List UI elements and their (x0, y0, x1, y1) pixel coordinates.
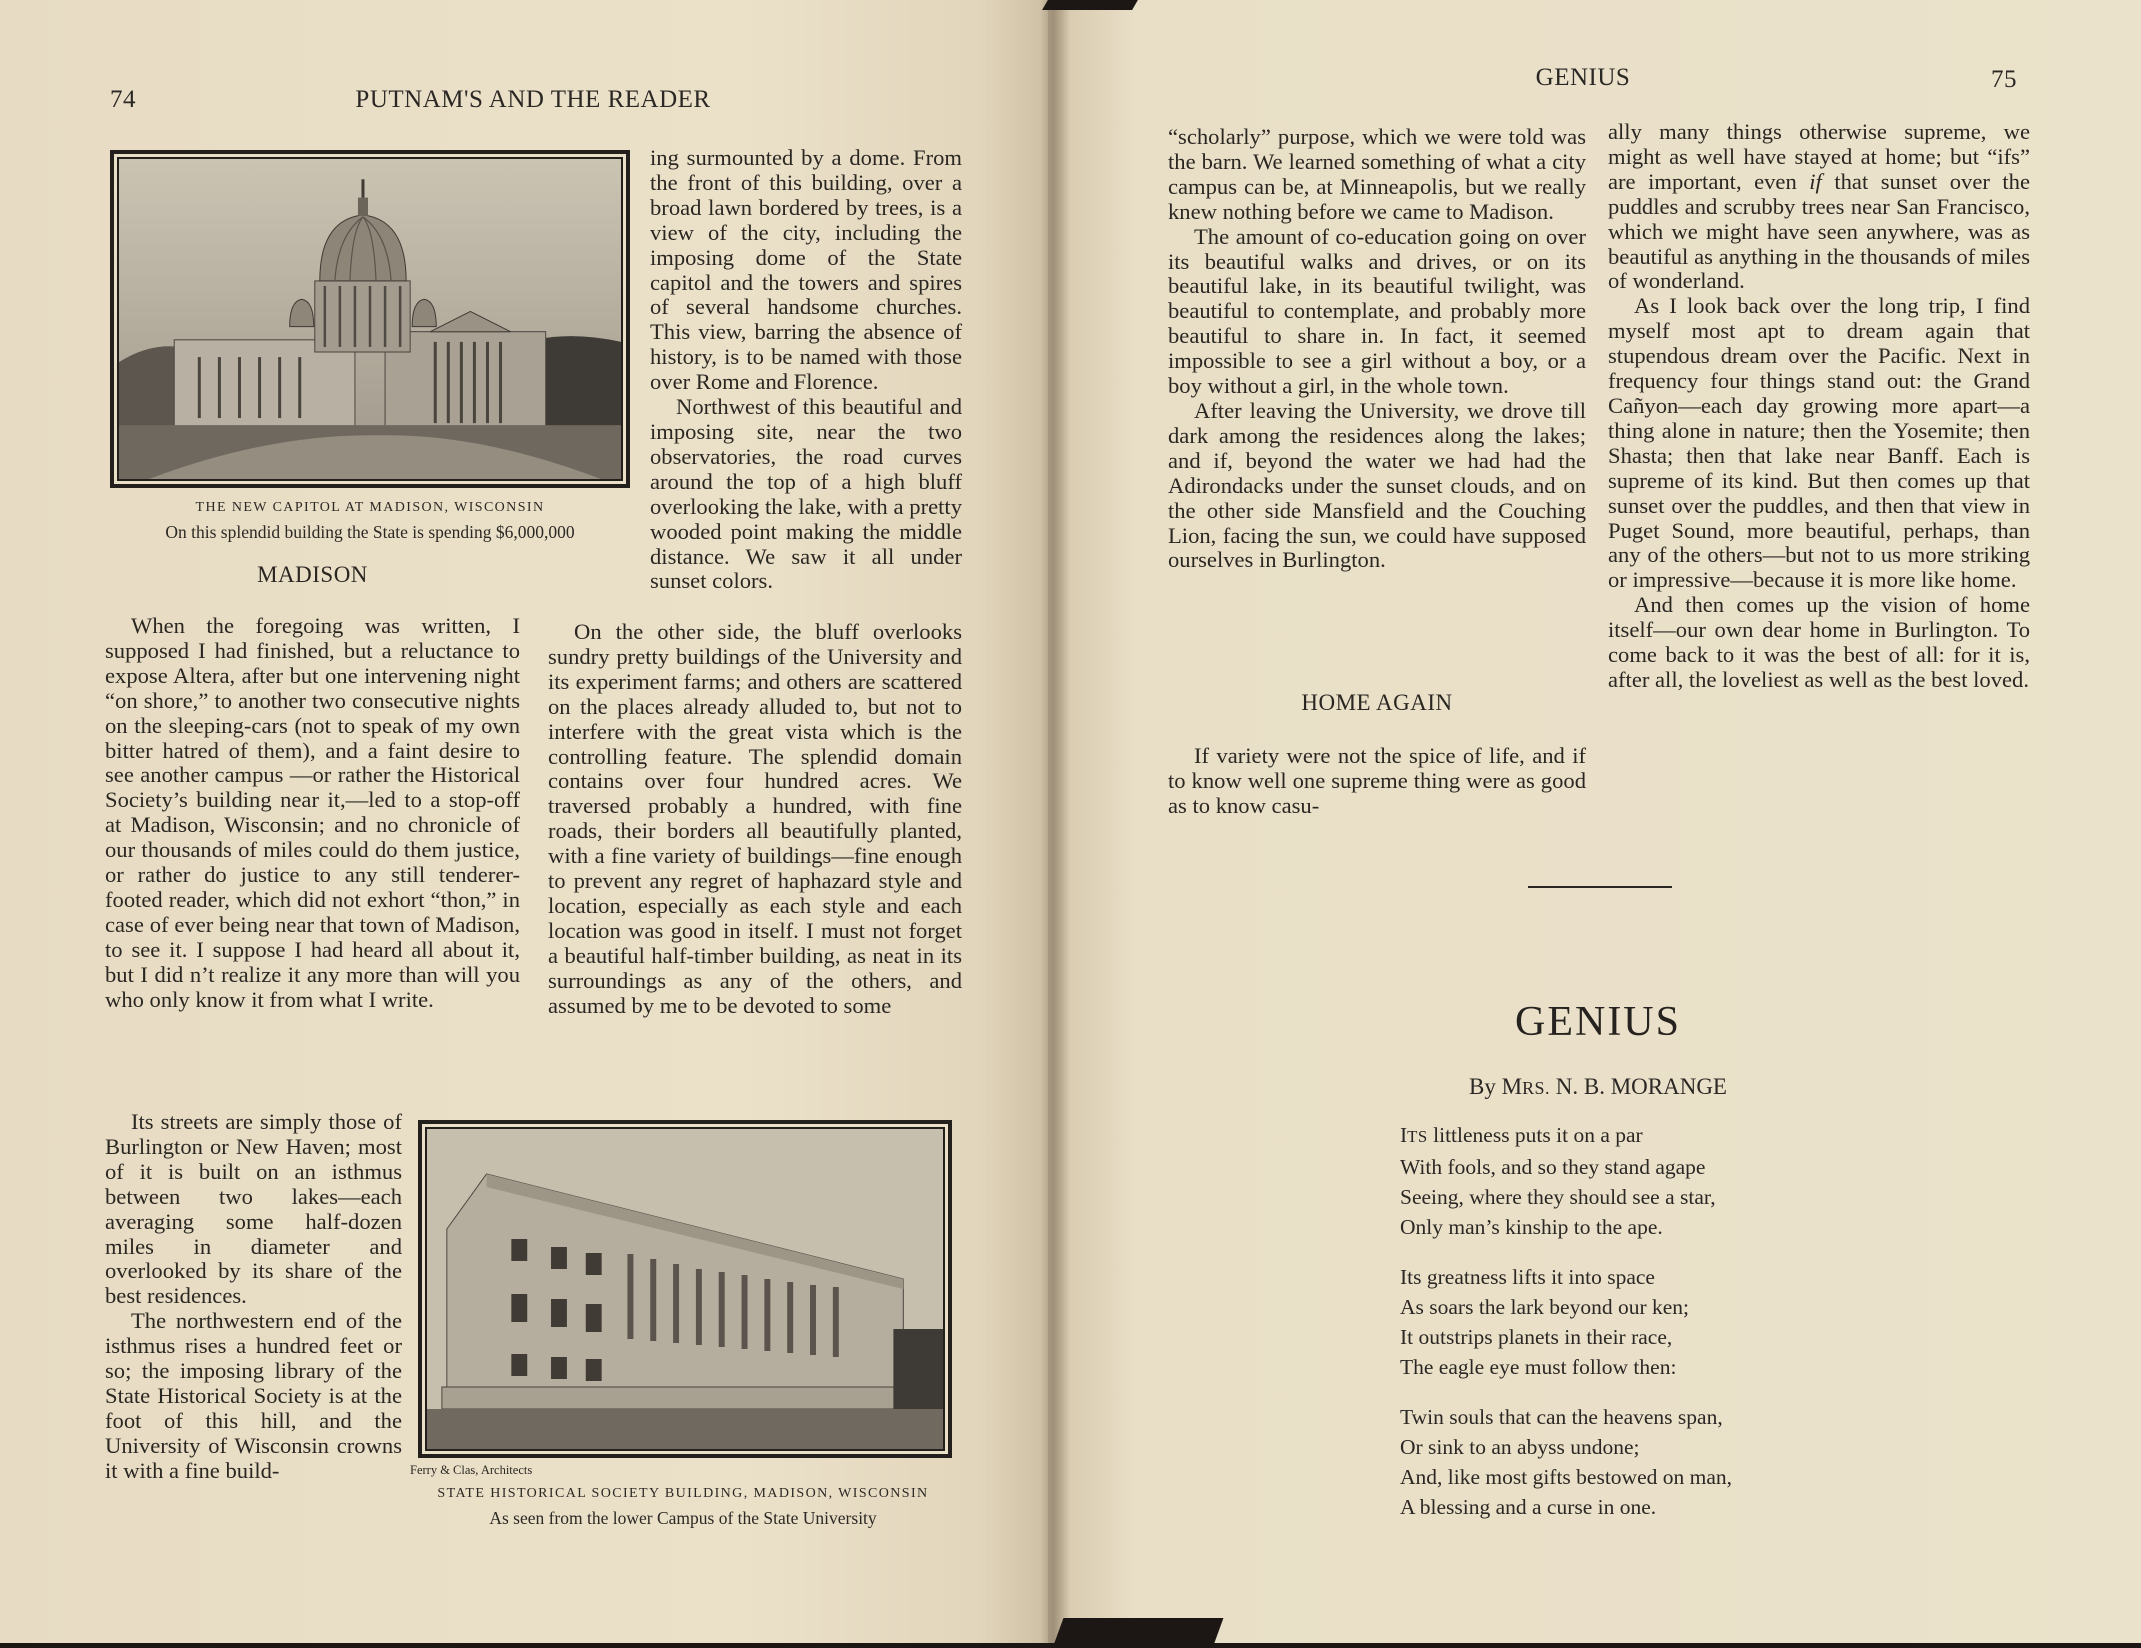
right-page (1048, 0, 2141, 1643)
poem-line: It outstrips planets in their race, (1400, 1325, 1673, 1349)
paragraph: The amount of co-education going on over its beautiful walks and drives, or on its beautiful lake, in its beautiful twilight, was beautiful to contemplate, and probably more beautiful to share in. In fact, it seemed impossible to see a girl without a boy, or a boy without a girl, in the whole town. (1168, 223, 1586, 399)
poem-stanza (1400, 1120, 1920, 1242)
poem-line: Or sink to an abyss undone; (1400, 1435, 1640, 1459)
paragraph: Northwest of this beautiful and imposing site, near the two observatories, the road curves around the top of a high bluff overlooking the lake, with a pretty wooded point making the middle distance. We saw it all under sunset colors. (650, 394, 962, 594)
text-run: that sunset over the puddles and scrubby trees near San Francisco, which we might have seen anywhere, was as beautiful as anything in the thousands of miles of wonderland. (1608, 168, 2030, 294)
poem-title: GENIUS (1515, 999, 1681, 1045)
section-heading-madison: MADISON (257, 562, 368, 587)
paragraph-continuation: “scholarly” purpose, which we were told was the barn. We learned something of what a city campus can be, at Minneapolis, but we really knew nothing before we came to Madison. (1168, 124, 1586, 224)
paragraph: After leaving the University, we drove till dark among the residences along the lakes; and if, beyond the water we had had the Adirondacks under the sunset clouds, and on the other side Mansfield and the Couching Lion, facing the sun, we could have supposed ourselves in Burlington. (1168, 397, 1586, 573)
poem-line: Seeing, where they should see a star, (1400, 1185, 1716, 1209)
left-column-madison (105, 614, 520, 1013)
background-corner-bottom (1053, 1618, 1224, 1648)
poem-body (1400, 1120, 1920, 1542)
text-run: ally many things otherwise supreme, we might as well have stayed at home; but “ifs” are important, even (1608, 119, 2030, 194)
narrow-column (105, 1110, 402, 1484)
column-b (1608, 120, 2030, 693)
capitol-illustration (119, 159, 621, 479)
poem-line: The eagle eye must follow then: (1400, 1355, 1677, 1379)
byline-by: By (1469, 1074, 1502, 1099)
section-heading-home-again: HOME AGAIN (1301, 690, 1453, 715)
paragraph-continuation: ing surmounted by a dome. From the front of this building, over a broad lawn bordered by trees, is a view of the city, including the imposing dome of the State capitol and the towers and spires of several handsome churches. This view, barring the absence of history, is to be named with those over Rome and Florence. (650, 145, 962, 395)
section-divider-rule (1528, 886, 1672, 888)
capitol-image (117, 157, 623, 481)
paragraph: Its streets are simply those of Burlington or New Haven; most of it is built on an isthmus between two lakes—each averaging some half-dozen miles in diameter and overlooked by its share of the best residences. (105, 1109, 402, 1309)
poem-line: Only man’s kinship to the ape. (1400, 1215, 1663, 1239)
italic-if: if (1809, 168, 1822, 194)
poem-line: As soars the lark beyond our ken; (1400, 1295, 1689, 1319)
poem-stanza (1400, 1402, 1920, 1522)
poem-byline (1378, 1074, 1818, 1100)
running-head-right: GENIUS (1535, 64, 1631, 91)
paragraph-continuation (1608, 120, 2030, 294)
figure-historical-society-caption-title: STATE HISTORICAL SOCIETY BUILDING, MADISON, WISCONSIN (437, 1486, 929, 1501)
historical-society-image (425, 1127, 945, 1451)
background-corner-top (1042, 0, 1138, 10)
poem-line (1400, 1120, 1920, 1152)
left-page (0, 0, 1062, 1643)
column-a-after-heading (1168, 744, 1586, 819)
right-column-top (650, 146, 962, 594)
paragraph: The northwestern end of the isthmus rises a hundred feet or so; the imposing library of the State Historical Society is at the foot of this hill, and the University of Wisconsin crowns it with a fine build- (105, 1308, 402, 1483)
page-number-left: 74 (110, 86, 136, 113)
paragraph: As I look back over the long trip, I find myself most apt to dream again that stupendous dream over the Pacific. Next in frequency four things stand out: the Grand Cañyon—each day growing more apart—a thing alone in nature; then the Yosemite; then Shasta; then that lake near Banff. Each is supreme of its kind. But then comes up that sunset over the puddles, and then that view in Puget Sound, more beautiful, perhaps, than any of the others—but not to us more striking or impressive—because it is more like home. (1608, 293, 2030, 593)
figure-capitol-caption: On this splendid building the State is spending $6,000,000 (165, 522, 575, 542)
drop-initial: I (1400, 1123, 1408, 1147)
byline-title-rest: RS. (1522, 1078, 1550, 1098)
poem-line: Its greatness lifts it into space (1400, 1265, 1655, 1289)
paragraph: On the other side, the bluff overlooks sundry pretty buildings of the University and its experiment farms; and others are scattered on the places already alluded to, but not to interfere with the great vista which is the controlling feature. The splendid domain contains over four hundred acres. We traversed probably a hundred, with fine roads, their borders all beautifully planted, with a fine variety of buildings—fine enough to prevent any regret of haphazard style and location, especially as each style and each location was good in itself. I must not forget a beautiful half-timber building, as neat in its surroundings as any of the others, and assumed by me to be devoted to some (548, 619, 962, 1018)
figure-capitol (110, 150, 630, 488)
poem-line: And, like most gifts bestowed on man, (1400, 1465, 1733, 1489)
byline-author-name: N. B. MORANGE (1550, 1074, 1727, 1099)
paragraph: And then comes up the vision of home itself—our own dear home in Burlington. To come back to it was the best of all: for it is, after all, the loveliest as well as the best loved. (1608, 592, 2030, 692)
book-gutter (1040, 0, 1070, 1643)
right-column-bottom (548, 620, 962, 1019)
figure-historical-society-caption: As seen from the lower Campus of the State University (489, 1508, 877, 1528)
poem-line: A blessing and a curse in one. (1400, 1495, 1657, 1519)
line-text: littleness puts it on a par (1427, 1123, 1643, 1147)
historical-society-illustration (427, 1129, 943, 1449)
small-caps: TS (1407, 1127, 1428, 1146)
poem-line: With fools, and so they stand agape (1400, 1155, 1706, 1179)
paragraph: If variety were not the spice of life, and if to know well one supreme thing were as good as to know casu- (1168, 743, 1586, 818)
page-number-right: 75 (1991, 66, 2017, 93)
figure-capitol-caption-title: THE NEW CAPITOL AT MADISON, WISCONSIN (195, 500, 545, 515)
figure-architect-credit: Ferry & Clas, Architects (410, 1463, 533, 1477)
figure-historical-society (418, 1120, 952, 1458)
poem-stanza (1400, 1262, 1920, 1382)
byline-title-initial: M (1501, 1074, 1523, 1099)
poem-line: Twin souls that can the heavens span, (1400, 1405, 1723, 1429)
column-a (1168, 125, 1586, 573)
running-head-left: PUTNAM'S AND THE READER (355, 86, 711, 113)
paragraph: When the foregoing was written, I supposed I had finished, but a reluctance to expose Altera, after but one intervening night “on shore,” to another two consecutive nights on the sleeping-cars (not to speak of my own bitter hatred of them), and a faint desire to see another campus —or rather the Historical Society’s building near it,—led to a stop-off at Madison, Wisconsin; and no chronicle of our thousands of miles could do them justice, or rather do justice to any still tenderer-footed reader, which did not exhort “thon,” in case of ever being near that town of Madison, to see it. I suppose I had heard all about it, but I did n’t realize it any more than will you who only know it from what I write. (105, 613, 520, 1012)
